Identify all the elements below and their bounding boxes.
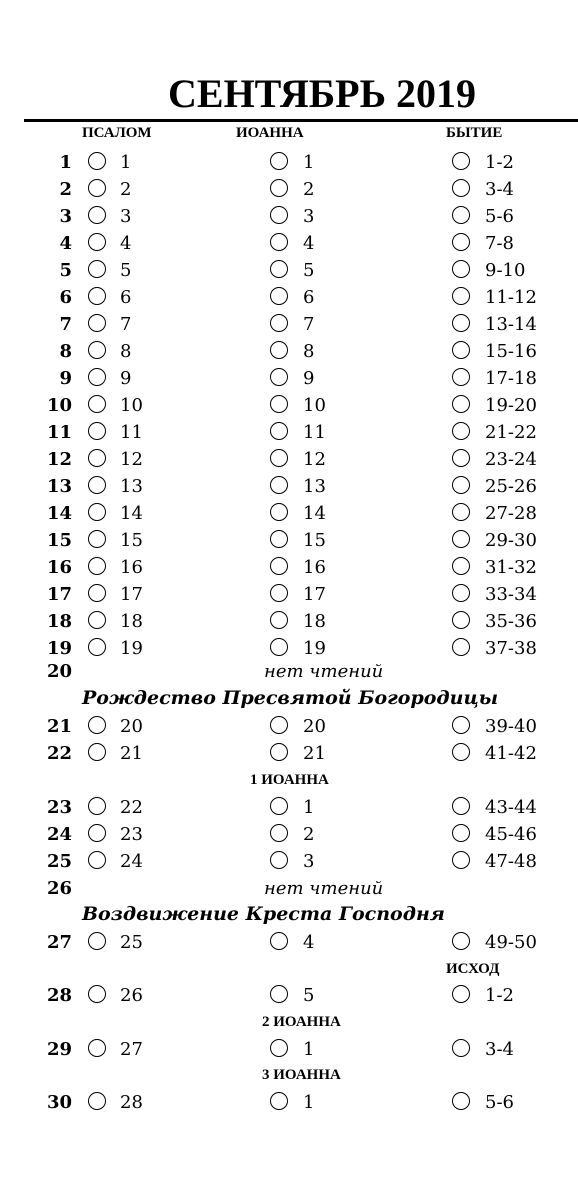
exodus-chapters: 3-4 [485,1039,514,1060]
psalm-chapter: 1 [120,152,132,173]
checkbox-genesis[interactable] [452,824,470,842]
checkbox-psalms[interactable] [88,557,106,575]
john-chapter: 20 [303,716,326,737]
checkbox-john[interactable] [270,530,288,548]
psalm-chapter: 7 [120,314,132,335]
checkbox-john[interactable] [270,851,288,869]
john-chapter: 5 [303,260,315,281]
checkbox-john[interactable] [270,152,288,170]
genesis-chapters: 49-50 [485,932,537,953]
checkbox-psalms[interactable] [88,314,106,332]
checkbox-psalms[interactable] [88,233,106,251]
reading-row-day-14 [0,501,578,528]
reading-row-day-10 [0,393,578,420]
reading-row-day-4 [0,231,578,258]
checkbox-john[interactable] [270,422,288,440]
genesis-chapters: 35-36 [485,611,537,632]
genesis-chapters: 29-30 [485,530,537,551]
john-chapter: 12 [303,449,326,470]
day-number: 28 [46,985,72,1006]
psalm-chapter: 16 [120,557,143,578]
psalm-chapter: 10 [120,395,143,416]
reading-row-day-11 [0,420,578,447]
checkbox-psalms[interactable] [88,530,106,548]
book-heading-exodus: ИСХОД [446,961,500,977]
genesis-chapters: 41-42 [485,743,537,764]
checkbox-exodus[interactable] [452,1039,470,1057]
psalm-chapter: 22 [120,797,143,818]
checkbox-psalms[interactable] [88,851,106,869]
checkbox-psalms[interactable] [88,206,106,224]
day-number: 6 [59,287,72,308]
checkbox-psalms[interactable] [88,1092,106,1110]
john-chapter: 10 [303,395,326,416]
psalm-chapter: 26 [120,985,143,1006]
day-number: 4 [59,233,72,254]
genesis-chapters: 19-20 [485,395,537,416]
column-header-genesis: БЫТИЕ [446,125,503,141]
reading-row-day-20 [0,659,578,686]
checkbox-john[interactable] [270,449,288,467]
psalm-chapter: 21 [120,743,143,764]
john-chapter: 11 [303,422,326,443]
john-chapter: 13 [303,476,326,497]
day-number: 29 [46,1039,72,1060]
john-chapter: 14 [303,503,326,524]
john-chapter: 17 [303,584,326,605]
checkbox-genesis[interactable] [452,206,470,224]
exodus-chapters: 5-6 [485,1092,514,1113]
checkbox-genesis[interactable] [452,260,470,278]
john-chapter: 7 [303,314,315,335]
checkbox-genesis[interactable] [452,557,470,575]
genesis-chapters: 15-16 [485,341,537,362]
checkbox-psalms[interactable] [88,503,106,521]
checkbox-psalms[interactable] [88,716,106,734]
checkbox-john[interactable] [270,206,288,224]
book-heading-1-john: 1 ИОАННА [250,772,329,788]
checkbox-john[interactable] [270,743,288,761]
psalm-chapter: 20 [120,716,143,737]
day-number: 11 [46,422,72,443]
day-number: 24 [46,824,72,845]
genesis-chapters: 47-48 [485,851,537,872]
checkbox-john[interactable] [270,716,288,734]
checkbox-john[interactable] [270,557,288,575]
checkbox-psalms[interactable] [88,179,106,197]
day-number: 14 [46,503,72,524]
genesis-chapters: 21-22 [485,422,537,443]
reading-row-day-5 [0,258,578,285]
genesis-chapters: 1-2 [485,152,514,173]
john-chapter: 6 [303,287,315,308]
psalm-chapter: 2 [120,179,132,200]
checkbox-genesis[interactable] [452,503,470,521]
reading-row-day-6 [0,285,578,312]
john-chapter: 9 [303,368,315,389]
psalm-chapter: 8 [120,341,132,362]
checkbox-genesis[interactable] [452,314,470,332]
checkbox-genesis[interactable] [452,449,470,467]
reading-row-day-27 [0,930,578,957]
reading-row-day-1 [0,150,578,177]
reading-row-day-30 [0,1090,578,1117]
reading-row-day-26 [0,876,578,903]
checkbox-psalms[interactable] [88,260,106,278]
checkbox-genesis[interactable] [452,233,470,251]
checkbox-exodus[interactable] [452,1092,470,1110]
john-chapter: 2 [303,824,315,845]
psalm-chapter: 9 [120,368,132,389]
john-chapter: 4 [303,233,315,254]
checkbox-john[interactable] [270,476,288,494]
checkbox-john[interactable] [270,287,288,305]
psalm-chapter: 14 [120,503,143,524]
john-chapter: 1 [303,797,315,818]
checkbox-2-john[interactable] [270,1039,288,1057]
book-heading-2-john: 2 ИОАННА [262,1014,341,1030]
page-title: СЕНТЯБРЬ 2019 [168,71,477,116]
checkbox-john[interactable] [270,260,288,278]
day-number: 10 [46,395,72,416]
reading-row-day-23 [0,795,578,822]
reading-row-day-3 [0,204,578,231]
checkbox-psalms[interactable] [88,743,106,761]
checkbox-psalms[interactable] [88,449,106,467]
psalm-chapter: 17 [120,584,143,605]
checkbox-psalms[interactable] [88,584,106,602]
john-chapter: 8 [303,341,315,362]
day-number: 23 [46,797,72,818]
2-john-chapter: 1 [303,1039,315,1060]
psalm-chapter: 15 [120,530,143,551]
feast-exaltation-cross: Воздвижение Креста Господня [82,903,445,925]
genesis-chapters: 33-34 [485,584,537,605]
john-chapter: 21 [303,743,326,764]
checkbox-psalms[interactable] [88,985,106,1003]
checkbox-john[interactable] [270,638,288,656]
checkbox-john[interactable] [270,179,288,197]
day-number: 1 [59,152,72,173]
checkbox-john[interactable] [270,233,288,251]
john-chapter: 5 [303,985,315,1006]
checkbox-john[interactable] [270,503,288,521]
checkbox-psalms[interactable] [88,287,106,305]
day-number: 3 [59,206,72,227]
checkbox-psalms[interactable] [88,611,106,629]
genesis-chapters: 9-10 [485,260,526,281]
psalm-chapter: 28 [120,1092,143,1113]
day-number: 16 [46,557,72,578]
feast-nativity-theotokos: Рождество Пресвятой Богородицы [82,687,499,709]
checkbox-psalms[interactable] [88,476,106,494]
checkbox-genesis[interactable] [452,395,470,413]
genesis-chapters: 43-44 [485,797,537,818]
checkbox-genesis[interactable] [452,422,470,440]
checkbox-john[interactable] [270,797,288,815]
checkbox-psalms[interactable] [88,824,106,842]
psalm-chapter: 25 [120,932,143,953]
genesis-chapters: 31-32 [485,557,537,578]
john-chapter: 15 [303,530,326,551]
genesis-chapters: 3-4 [485,179,514,200]
title-rule [24,119,578,122]
checkbox-genesis[interactable] [452,152,470,170]
john-chapter: 19 [303,638,326,659]
day-number: 27 [46,932,72,953]
checkbox-genesis[interactable] [452,716,470,734]
day-number: 26 [46,878,72,899]
john-chapter: 4 [303,932,315,953]
checkbox-john[interactable] [270,824,288,842]
column-header-psalms: ПСАЛОМ [82,125,152,141]
reading-row-day-29 [0,1037,578,1064]
john-chapter: 1 [303,152,315,173]
day-number: 20 [46,661,72,682]
psalm-chapter: 13 [120,476,143,497]
reading-row-day-7 [0,312,578,339]
checkbox-genesis[interactable] [452,287,470,305]
checkbox-genesis[interactable] [452,932,470,950]
checkbox-psalms[interactable] [88,797,106,815]
checkbox-john[interactable] [270,611,288,629]
day-number: 25 [46,851,72,872]
day-number: 15 [46,530,72,551]
psalm-chapter: 23 [120,824,143,845]
checkbox-psalms[interactable] [88,1039,106,1057]
checkbox-psalms[interactable] [88,368,106,386]
checkbox-psalms[interactable] [88,932,106,950]
psalm-chapter: 4 [120,233,132,254]
checkbox-psalms[interactable] [88,395,106,413]
john-chapter: 18 [303,611,326,632]
day-number: 5 [59,260,72,281]
book-heading-3-john: 3 ИОАННА [262,1067,341,1083]
checkbox-genesis[interactable] [452,638,470,656]
reading-row-day-2 [0,177,578,204]
day-number: 21 [46,716,72,737]
psalm-chapter: 12 [120,449,143,470]
column-header-john: ИОАННА [236,125,304,141]
checkbox-genesis[interactable] [452,797,470,815]
john-chapter: 3 [303,851,315,872]
psalm-chapter: 27 [120,1039,143,1060]
checkbox-genesis[interactable] [452,584,470,602]
genesis-chapters: 45-46 [485,824,537,845]
reading-row-day-16 [0,555,578,582]
checkbox-john[interactable] [270,368,288,386]
checkbox-genesis[interactable] [452,611,470,629]
day-number: 13 [46,476,72,497]
reading-row-day-18 [0,609,578,636]
genesis-chapters: 13-14 [485,314,537,335]
checkbox-exodus[interactable] [452,985,470,1003]
john-chapter: 16 [303,557,326,578]
reading-row-day-21 [0,714,578,741]
exodus-chapters: 1-2 [485,985,514,1006]
day-number: 7 [59,314,72,335]
day-number: 22 [46,743,72,764]
reading-row-day-24 [0,822,578,849]
checkbox-psalms[interactable] [88,152,106,170]
checkbox-genesis[interactable] [452,341,470,359]
reading-row-day-22 [0,741,578,768]
psalm-chapter: 11 [120,422,143,443]
genesis-chapters: 17-18 [485,368,537,389]
checkbox-john[interactable] [270,985,288,1003]
genesis-chapters: 11-12 [485,287,537,308]
genesis-chapters: 7-8 [485,233,514,254]
checkbox-genesis[interactable] [452,476,470,494]
checkbox-genesis[interactable] [452,530,470,548]
no-readings-note: нет чтений [264,661,384,682]
checkbox-john[interactable] [270,584,288,602]
reading-row-day-9 [0,366,578,393]
day-number: 9 [59,368,72,389]
checkbox-genesis[interactable] [452,179,470,197]
3-john-chapter: 1 [303,1092,315,1113]
john-chapter: 2 [303,179,315,200]
john-chapter: 3 [303,206,315,227]
genesis-chapters: 25-26 [485,476,537,497]
day-number: 19 [46,638,72,659]
genesis-chapters: 5-6 [485,206,514,227]
reading-row-day-17 [0,582,578,609]
reading-row-day-28 [0,983,578,1010]
checkbox-psalms[interactable] [88,341,106,359]
checkbox-john[interactable] [270,341,288,359]
checkbox-genesis[interactable] [452,743,470,761]
checkbox-psalms[interactable] [88,422,106,440]
psalm-chapter: 19 [120,638,143,659]
psalm-chapter: 24 [120,851,143,872]
reading-row-day-13 [0,474,578,501]
day-number: 30 [46,1092,72,1113]
genesis-chapters: 39-40 [485,716,537,737]
no-readings-note: нет чтений [264,878,384,899]
day-number: 8 [59,341,72,362]
day-number: 12 [46,449,72,470]
reading-row-day-8 [0,339,578,366]
day-number: 18 [46,611,72,632]
psalm-chapter: 3 [120,206,132,227]
genesis-chapters: 27-28 [485,503,537,524]
psalm-chapter: 6 [120,287,132,308]
checkbox-john[interactable] [270,314,288,332]
checkbox-genesis[interactable] [452,368,470,386]
genesis-chapters: 37-38 [485,638,537,659]
psalm-chapter: 18 [120,611,143,632]
day-number: 2 [59,179,72,200]
reading-row-day-25 [0,849,578,876]
checkbox-psalms[interactable] [88,638,106,656]
checkbox-john[interactable] [270,395,288,413]
reading-row-day-12 [0,447,578,474]
day-number: 17 [46,584,72,605]
genesis-chapters: 23-24 [485,449,537,470]
reading-row-day-15 [0,528,578,555]
checkbox-genesis[interactable] [452,851,470,869]
checkbox-john[interactable] [270,932,288,950]
psalm-chapter: 5 [120,260,132,281]
checkbox-3-john[interactable] [270,1092,288,1110]
